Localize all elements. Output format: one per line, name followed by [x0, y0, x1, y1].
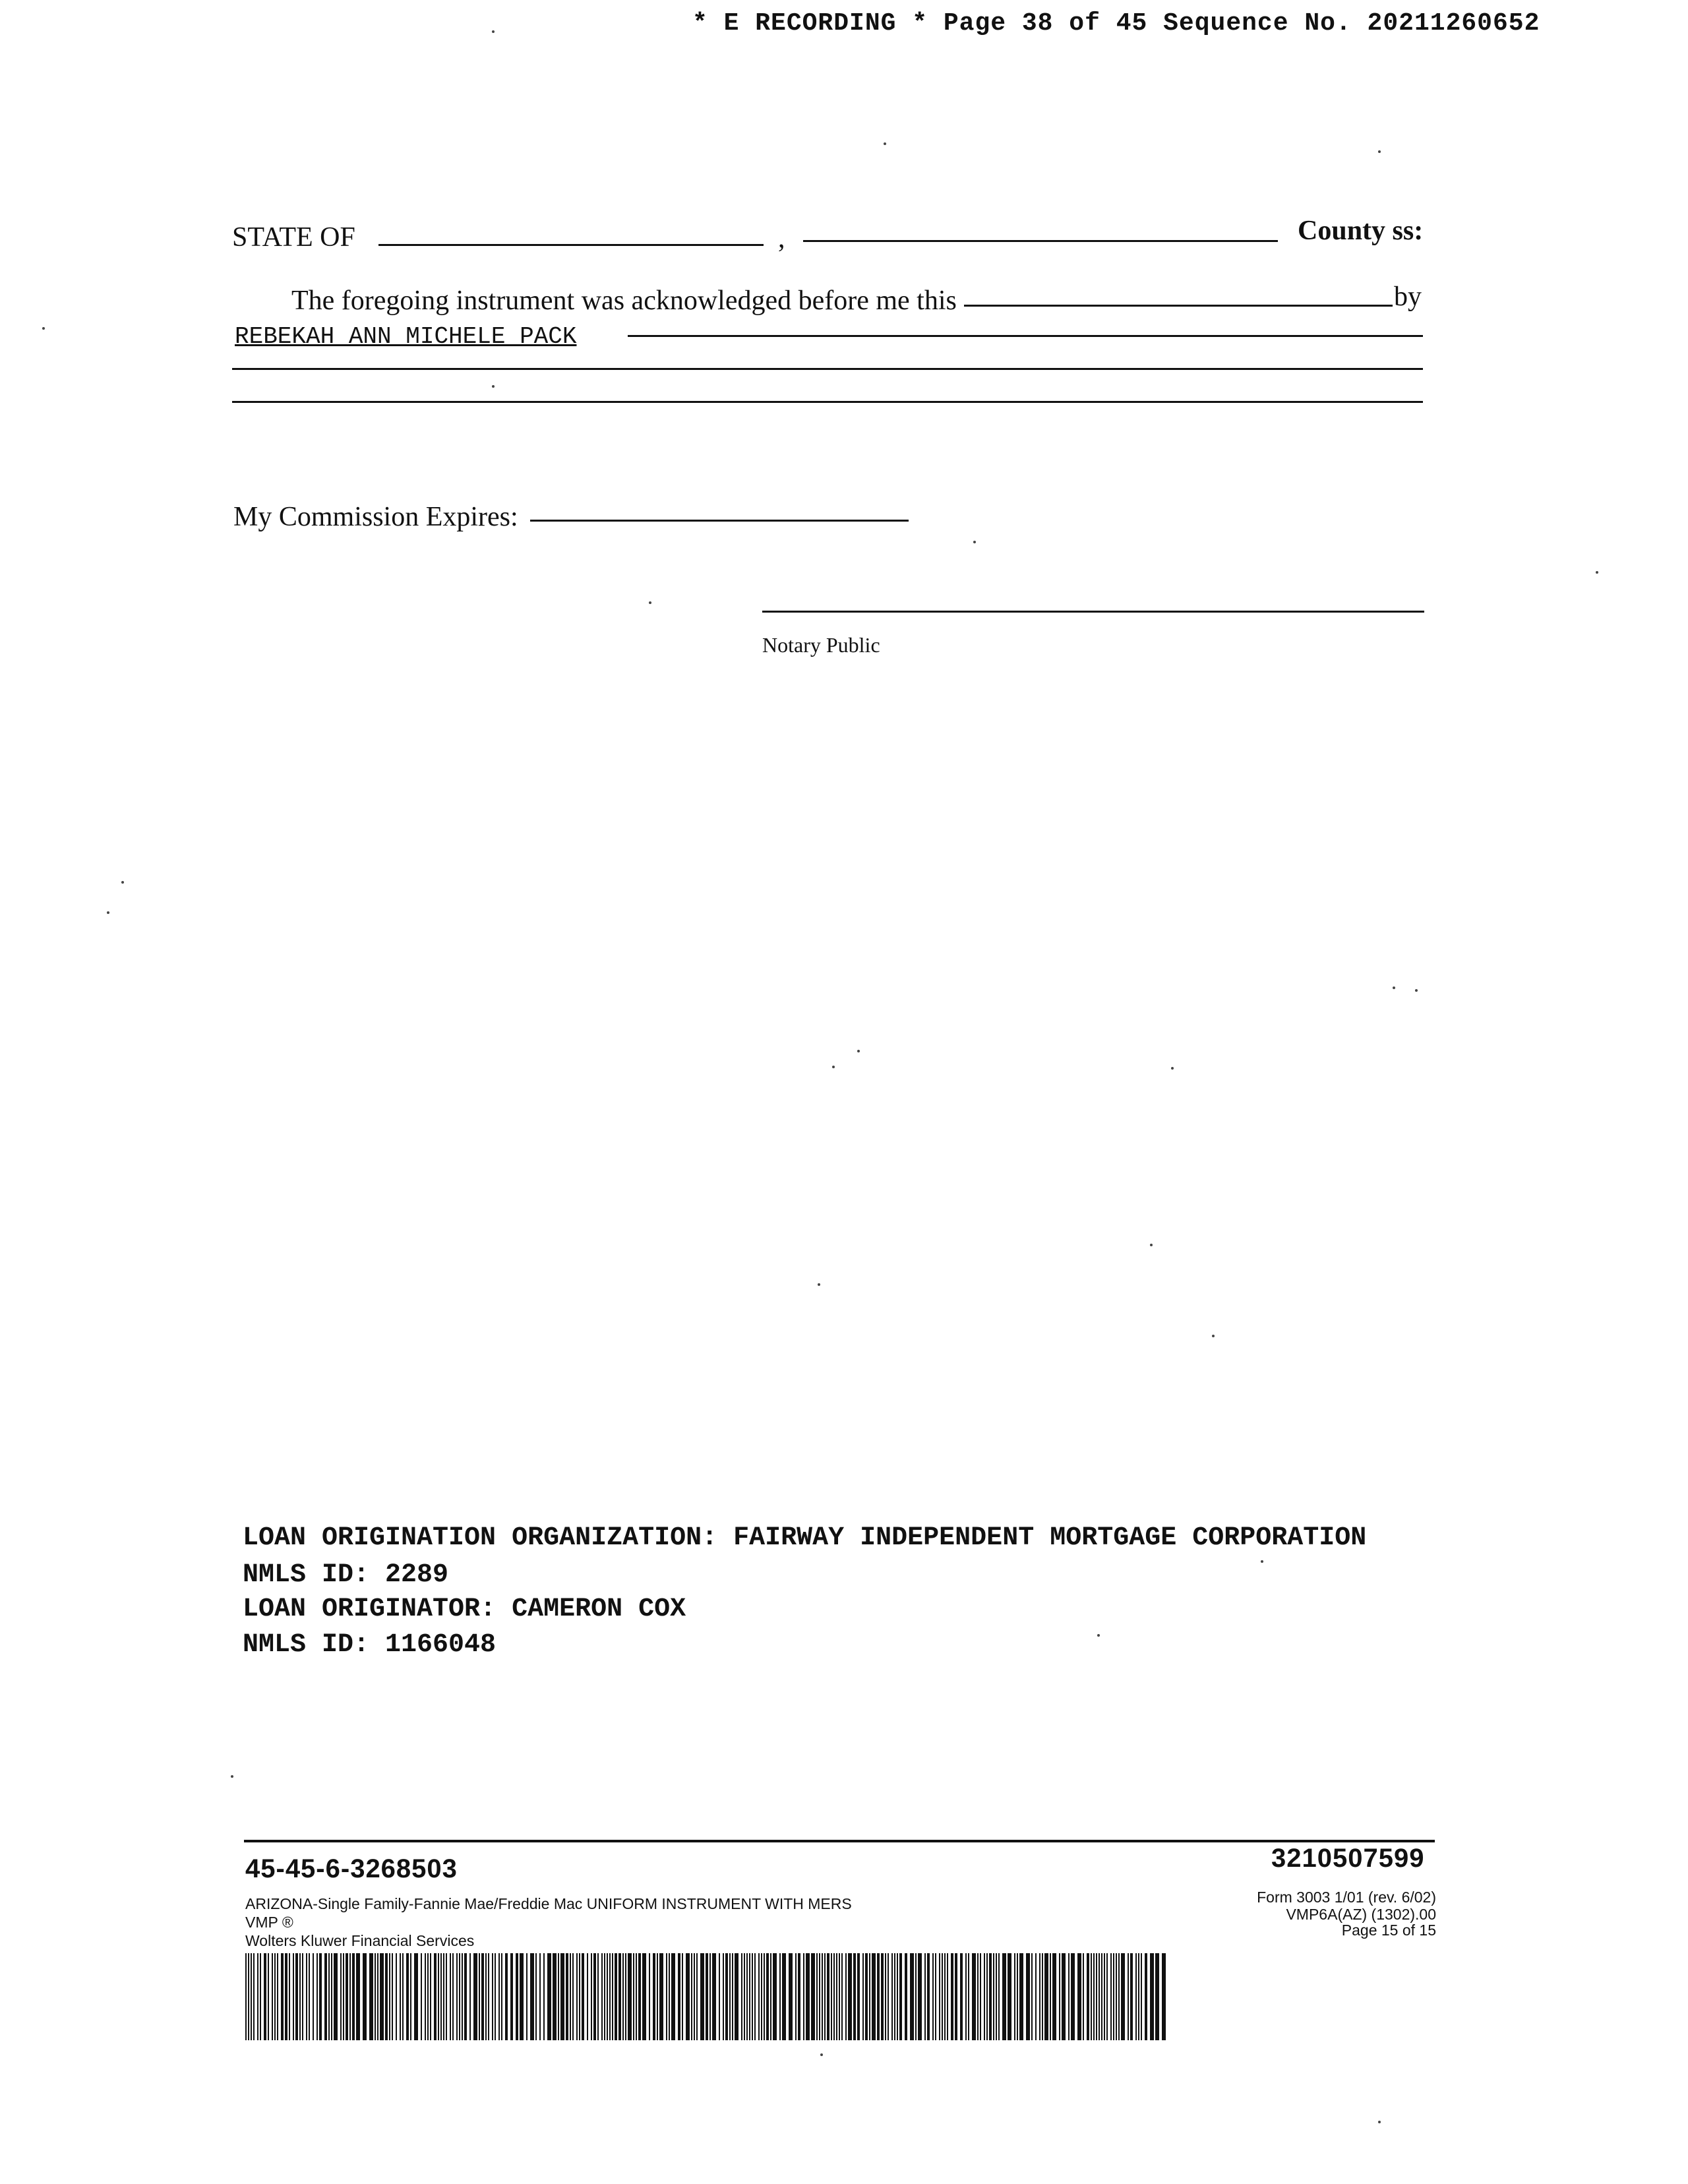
scan-speck: [42, 327, 45, 330]
scan-speck: [1378, 2121, 1381, 2123]
form-code: VMP6A(AZ) (1302).00: [1286, 1906, 1436, 1923]
scan-speck: [832, 1066, 835, 1068]
state-blank-line: [378, 244, 764, 246]
state-county-comma: ,: [778, 224, 785, 254]
scan-speck: [1150, 1244, 1153, 1246]
scan-speck: [231, 1775, 233, 1778]
scan-speck: [492, 30, 495, 33]
scan-speck: [1261, 1560, 1263, 1563]
notary-signature-line: [762, 611, 1424, 613]
notary-public-label: Notary Public: [762, 633, 880, 657]
acknowledgment-text: The foregoing instrument was acknowledged before me this: [291, 286, 957, 316]
loan-number: 45-45-6-3268503: [245, 1854, 458, 1883]
publisher-name: Wolters Kluwer Financial Services: [245, 1932, 475, 1949]
recording-header: * E RECORDING * Page 38 of 45 Sequence No. 20211260652: [692, 9, 1540, 38]
scan-speck: [492, 385, 495, 388]
footer-divider: [244, 1840, 1435, 1842]
county-label: County ss:: [1298, 216, 1424, 246]
scan-speck: [1415, 989, 1418, 992]
form-number: Form 3003 1/01 (rev. 6/02): [1257, 1889, 1436, 1906]
scan-speck: [649, 601, 651, 604]
date-blank-line: [964, 305, 1393, 307]
barcode-image: [245, 1953, 1168, 2040]
case-number: 3210507599: [1271, 1844, 1425, 1873]
commission-expires-label: My Commission Expires:: [233, 502, 518, 532]
scan-speck: [818, 1283, 820, 1286]
signer-name: REBEKAH ANN MICHELE PACK: [235, 323, 577, 350]
scan-speck: [973, 541, 976, 543]
scan-speck: [1097, 1634, 1100, 1637]
scan-speck: [1171, 1067, 1174, 1070]
signer-blank-line-1: [628, 335, 1423, 337]
vmp-label: VMP ®: [245, 1914, 293, 1931]
form-page-number: Page 15 of 15: [1341, 1922, 1436, 1939]
scan-speck: [107, 911, 109, 914]
loan-origination-organization: LOAN ORIGINATION ORGANIZATION: FAIRWAY INDEPENDENT MORTGAGE CORPORATION: [243, 1523, 1367, 1553]
scan-speck: [1378, 150, 1381, 153]
scan-speck: [884, 142, 886, 145]
scan-speck: [820, 2053, 823, 2056]
scan-speck: [1393, 986, 1395, 989]
scan-speck: [1212, 1335, 1215, 1337]
signer-blank-line-2: [232, 368, 1423, 370]
county-blank-line: [803, 240, 1278, 242]
signer-blank-line-3: [232, 401, 1423, 403]
loan-originator: LOAN ORIGINATOR: CAMERON COX: [243, 1594, 686, 1624]
scan-speck: [857, 1050, 860, 1052]
scan-speck: [1596, 571, 1598, 574]
state-label: STATE OF: [232, 222, 355, 253]
originator-nmls-id: NMLS ID: 1166048: [243, 1630, 497, 1660]
organization-nmls-id: NMLS ID: 2289: [243, 1560, 449, 1590]
by-label: by: [1394, 282, 1422, 312]
commission-blank-line: [530, 520, 909, 522]
scan-speck: [121, 881, 124, 884]
form-description: ARIZONA-Single Family-Fannie Mae/Freddie Mac UNIFORM INSTRUMENT WITH MERS: [245, 1895, 852, 1912]
